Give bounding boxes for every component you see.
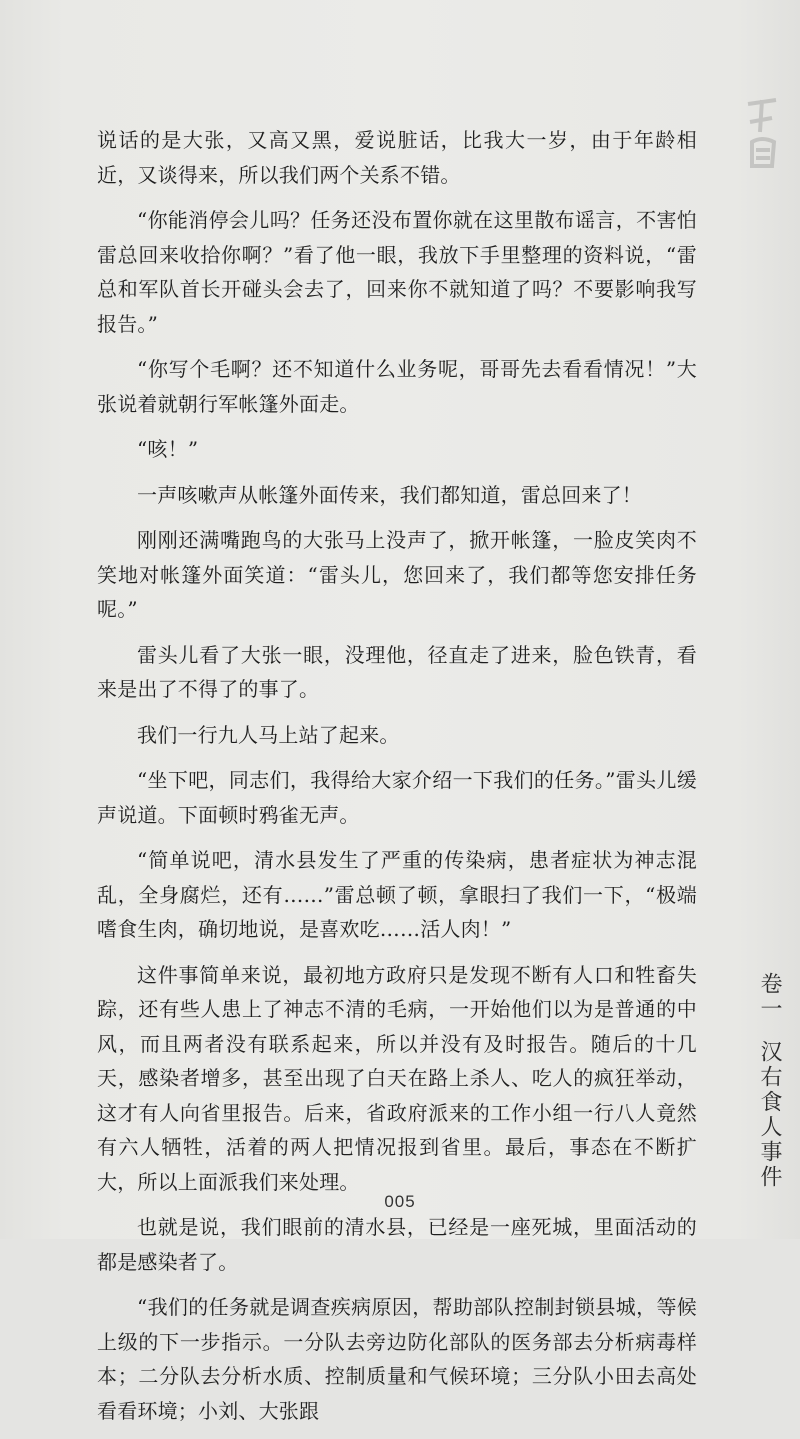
paragraph: “我们的任务就是调查疾病原因，帮助部队控制封锁县城，等候上级的下一步指示。一分队去旁边防化部队的医务部去分析病毒样本；二分队去分析水质、控制质量和气候环境；三分队小田去高处看看环境；小刘、大张跟 [97,1295,697,1423]
paragraph: 也就是说，我们眼前的清水县，已经是一座死城，里面活动的都是感染者了。 [97,1215,697,1274]
paragraph: 一声咳嗽声从帐篷外面传来，我们都知道，雷总回来了！ [137,482,642,507]
chapter-title: 汉右食人事件 [757,1040,782,1190]
paragraph: 这件事简单来说，最初地方政府只是发现不断有人口和牲畜失踪，还有些人患上了神志不清的毛病，一开始他们以为是普通的中风，而且两者没有联系起来，所以并没有及时报告。随后的十几天，感染者增多，甚至出现了白天在路上杀人、吃人的疯狂举动，这才有人向省里报告。后来，省政府派来的工作小组一行八人竟然有六人牺牲，活着的两人把情况报到省里。最后，事态在不断扩大，所以上面派我们来处理。 [97,962,697,1194]
page-number: 005 [384,1192,416,1211]
paragraph: 刚刚还满嘴跑鸟的大张马上没声了，掀开帐篷，一脸皮笑肉不笑地对帐篷外面笑道：“雷头儿，您回来了，我们都等您安排任务呢。” [97,528,697,621]
paragraph: 说话的是大张，又高又黑，爱说脏话，比我大一岁，由于年龄相近，又谈得来，所以我们两个关系不错。 [97,128,697,187]
paragraph: “咳！” [137,437,199,461]
volume-label: 卷一 [757,972,782,1022]
chapter-side-title [756,972,784,1190]
paragraph: “你写个毛啊？还不知道什么业务呢，哥哥先去看看情况！”大张说着就朝行军帐篷外面走。 [97,357,697,416]
body-text [97,123,697,1439]
paragraph: “简单说吧，清水县发生了严重的传染病，患者症状为神志混乱，全身腐烂，还有……”雷总顿了顿，拿眼扫了我们一下，“极端嗜食生肉，确切地说，是喜欢吃……活人肉！” [97,848,697,941]
paragraph: “你能消停会儿吗？任务还没布置你就在这里散布谣言，不害怕雷总回来收拾你啊？”看了他一眼，我放下手里整理的资料说，“雷总和军队首长开碰头会去了，回来你不就知道了吗？不要影响我写报告。” [97,208,697,336]
bleed-through-watermark [742,92,782,172]
paragraph: 我们一行九人马上站了起来。 [137,722,400,747]
paragraph: “坐下吧，同志们，我得给大家介绍一下我们的任务。”雷头儿缓声说道。下面顿时鸦雀无声。 [97,768,697,827]
paragraph: 雷头儿看了大张一眼，没理他，径直走了进来，脸色铁青，看来是出了不得了的事了。 [97,642,697,701]
